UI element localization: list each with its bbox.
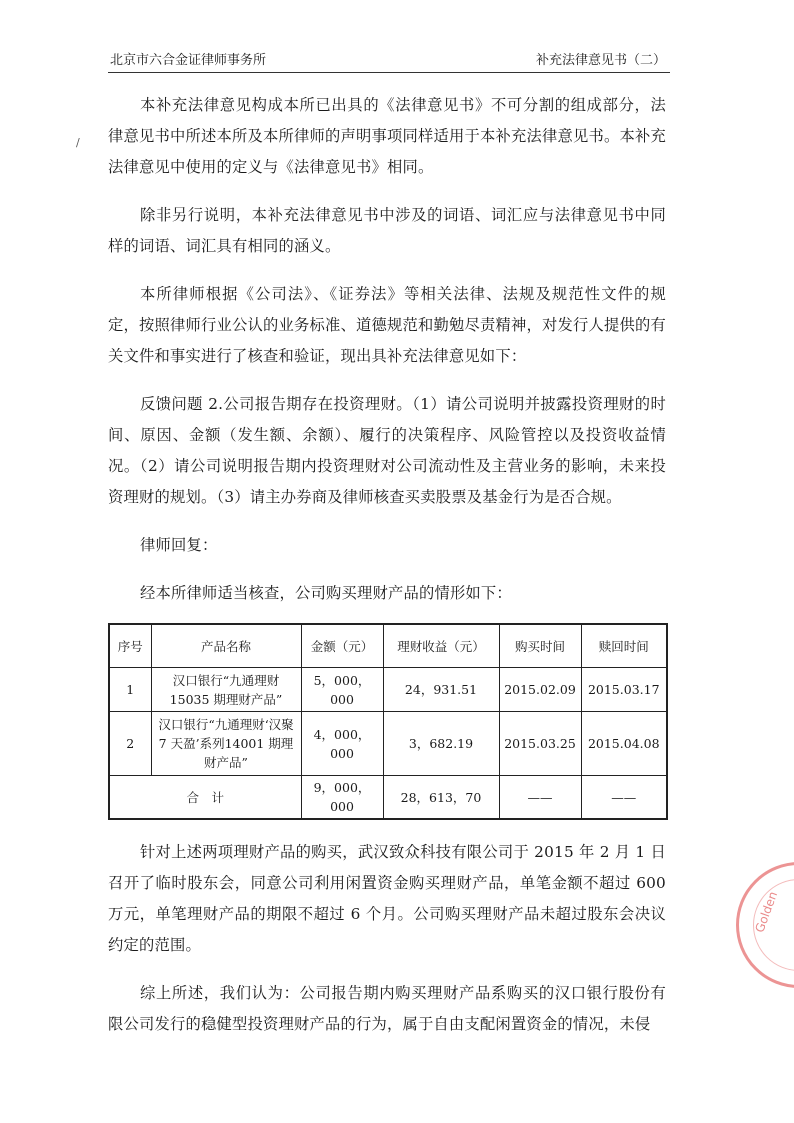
header-income: 理财收益（元） (383, 624, 499, 668)
cell-redeem-date: 2015.03.17 (581, 668, 667, 712)
header-no: 序号 (109, 624, 151, 668)
paragraph-shareholder-meeting: 针对上述两项理财产品的购买，武汉致众科技有限公司于 2015 年 2 月 1 日召开了临时股东会，同意公司利用闲置资金购买理财产品，单笔金额不超过 600 万元，单笔理财产品的期限不超过 6 个月。公司购买理财产品未超过股东会决议约定的范围。 (108, 843, 666, 954)
cell-no: 2 (109, 712, 151, 776)
paragraph-basis: 本所律师根据《公司法》、《证券法》等相关法律、法规及规范性文件的规定，按照律师行业公认的业务标准、道德规范和勤勉尽责精神，对发行人提供的有关文件和事实进行了核查和验证，现出具补充法律意见如下： (108, 285, 666, 365)
document-body (108, 90, 666, 1040)
document-title: 补充法律意见书（二） (535, 53, 666, 68)
financial-products-table (108, 623, 668, 820)
firm-name: 北京市六合金证律师事务所 (110, 53, 267, 68)
cell-total-amount: 9，000，000 (301, 776, 383, 820)
table-header-row (109, 624, 667, 668)
seal-text: Golden (752, 889, 781, 935)
cell-buy-date: 2015.02.09 (499, 668, 581, 712)
paragraph-definitions: 除非另行说明，本补充法律意见书中涉及的词语、词汇应与法律意见书中同样的词语、词汇具有相同的涵义。 (108, 206, 666, 255)
header-redeem-date: 赎回时间 (581, 624, 667, 668)
margin-mark: / (76, 136, 80, 149)
paragraph-reply-label: 律师回复： (140, 536, 218, 554)
page-header (108, 46, 670, 73)
cell-amount: 5，000，000 (301, 668, 383, 712)
cell-income: 3，682.19 (383, 712, 499, 776)
cell-no: 1 (109, 668, 151, 712)
cell-product-name: 汉口银行“九通理财15035 期理财产品” (151, 668, 301, 712)
header-buy-date: 购买时间 (499, 624, 581, 668)
cell-total-label: 合 计 (109, 776, 301, 820)
cell-amount: 4，000，000 (301, 712, 383, 776)
header-name: 产品名称 (151, 624, 301, 668)
paragraph-conclusion: 综上所述，我们认为：公司报告期内购买理财产品系购买的汉口银行股份有限公司发行的稳健型投资理财产品的行为，属于自由支配闲置资金的情况，未侵 (108, 984, 666, 1033)
table-row (109, 712, 667, 776)
seal-stamp (736, 862, 794, 988)
cell-income: 24，931.51 (383, 668, 499, 712)
cell-total-buy: —— (499, 776, 581, 820)
cell-redeem-date: 2015.04.08 (581, 712, 667, 776)
table-row (109, 668, 667, 712)
cell-total-income: 28，613，70 (383, 776, 499, 820)
header-amount: 金额（元） (301, 624, 383, 668)
cell-product-name: 汉口银行“九通理财‘汉聚 7 天盈’系列14001 期理财产品” (151, 712, 301, 776)
paragraph-question: 反馈问题 2.公司报告期存在投资理财。（1）请公司说明并披露投资理财的时间、原因、金额（发生额、余额）、履行的决策程序、风险管控以及投资收益情况。（2）请公司说明报告期内投资理财对公司流动性及主营业务的影响，未来投资理财的规划。（3）请主办券商及律师核查买卖股票及基金行为是否合规。 (108, 395, 666, 506)
cell-buy-date: 2015.03.25 (499, 712, 581, 776)
table-total-row (109, 776, 667, 820)
cell-total-redeem: —— (581, 776, 667, 820)
paragraph-table-intro: 经本所律师适当核查，公司购买理财产品的情形如下： (140, 584, 512, 602)
paragraph-scope: 本补充法律意见构成本所已出具的《法律意见书》不可分割的组成部分，法律意见书中所述本所及本所律师的声明事项同样适用于本补充法律意见书。本补充法律意见中使用的定义与《法律意见书》相同。 (108, 96, 666, 176)
